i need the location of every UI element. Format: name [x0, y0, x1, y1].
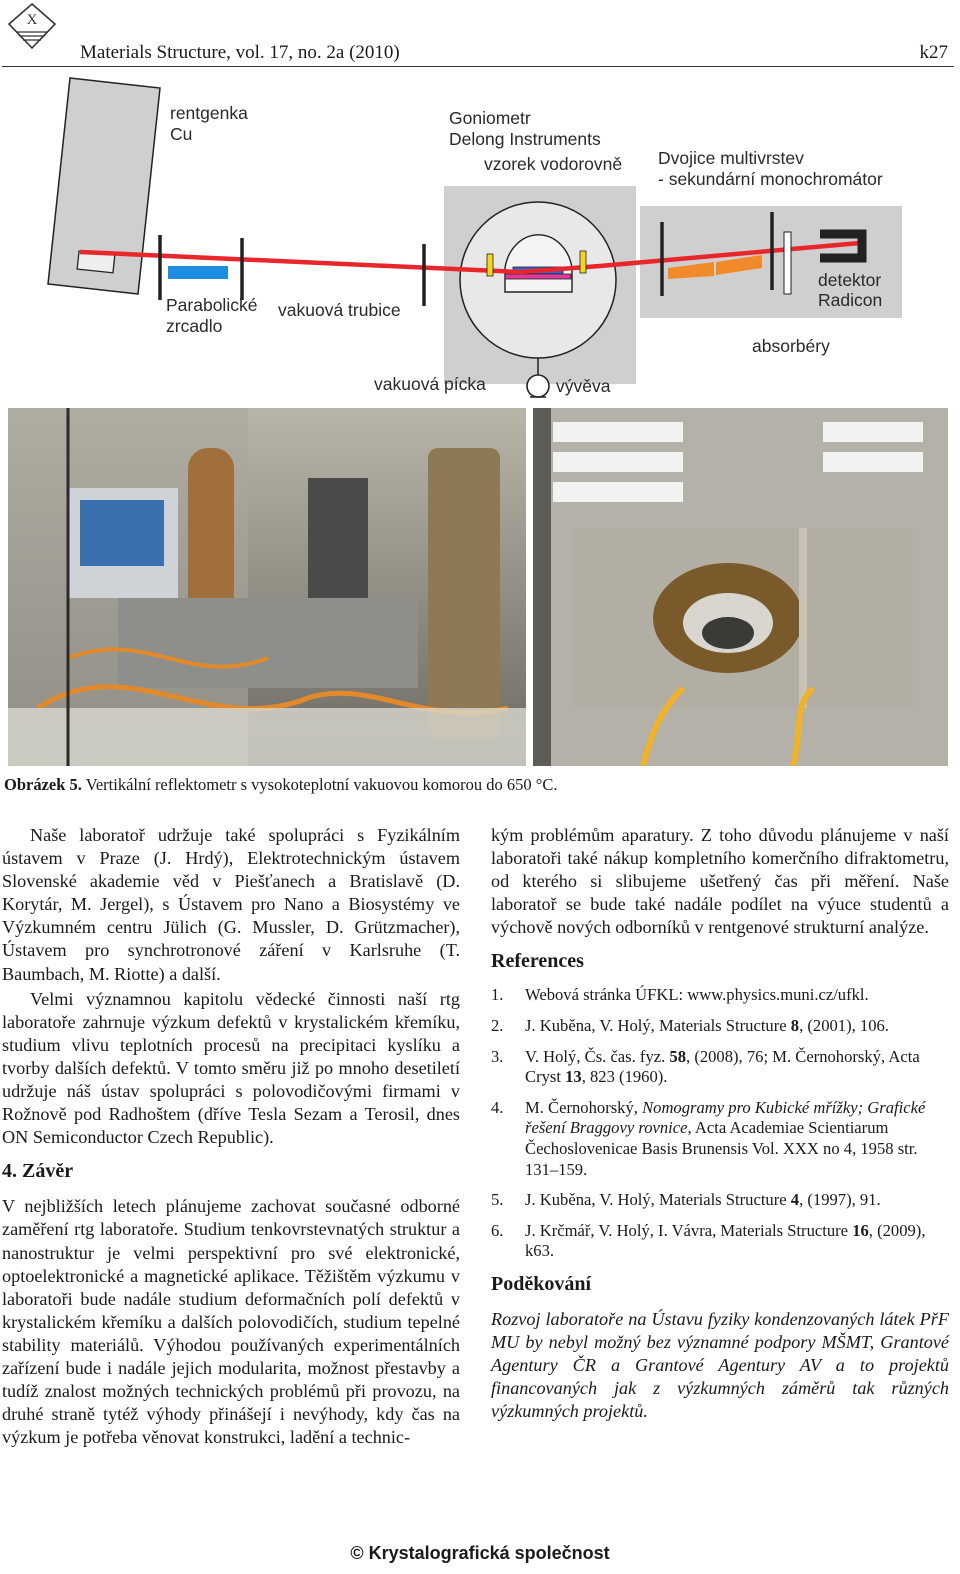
label-tube: rentgenka [170, 103, 248, 123]
references-list [491, 985, 949, 1262]
right-column [491, 824, 949, 1423]
label-goniometer-maker: Delong Instruments [449, 129, 601, 149]
label-tube-anode: Cu [170, 124, 193, 144]
label-mirror-1: Parabolické [166, 295, 258, 315]
lab-photo-left [8, 408, 526, 766]
paragraph-continuation: kým problémům aparatury. Z toho důvodu plánujeme v naší laboratoři také nákup kompletního komerčního difraktometru, od kterého si slibujeme ušetřený čas při měření. Naše laboratoř se bude také nadále podílet na výuce studentů a výchově nových odborníků v rentgenové strukturní analýze. [491, 825, 949, 938]
pump-icon [527, 375, 549, 397]
reference-item: 4. M. Černohorský, Nomogramy pro Kubické mřížky; Grafické řešení Braggovy rovnice, Acta Academiae Scientiarum Čechoslovenicae Basis Brunensis Vol. XXX no 4, 1958 str. 131–159. [491, 1097, 926, 1179]
reference-item: 2. J. Kuběna, V. Holý, Materials Structure 8, (2001), 106. [491, 1016, 889, 1036]
exit-window [580, 251, 586, 273]
label-goniometer: Goniometr [449, 108, 531, 128]
parabolic-mirror [168, 266, 228, 279]
references-title: References [491, 950, 584, 973]
footer-copyright: © Krystalografická společnost [350, 1543, 610, 1563]
paragraph-conclusion: V nejbližších letech plánujeme zachovat současné odborné zaměření rtg laboratoře. Studium tenkovrstevnatých struktur a nanostruktur je velmi perspektivní pro své elektronické, optoelektronické a magnetické aplikace. Těžištěm výzkumu v laboratoři bude nadále studium deformačních polí defektů v krystalickém křemíku a dalších polovodičích, studium tepelné stability materiálů. Výhodou používaných experimentálních zařízení bude i nadále jejich modularita, možnost přestavby a tudíž znalost možných technických problémů při provozu, na druhé straně tytéž výhody přinášejí i nevýhody, kdy čas na výzkum je potřeba věnovat konstrukci, ladění a technic- [2, 1196, 460, 1448]
page-number: k27 [919, 42, 948, 63]
label-detector-model: Radicon [818, 290, 883, 310]
lab-photo-right [533, 408, 948, 766]
paragraph-collaboration: Naše laboratoř udržuje také spolupráci s Fyzikálním ústavem v Praze (J. Hrdý), Elektrotechnickým ústavem Slovenské akademie věd v Piešťanech a Bratislavě (D. Korytár, M. Jergel), s Ústavem pro Nano a Biosystémy ve Výzkumném centru Jülich (G. Mussler, D. Grützmacher), Ústavem pro synchrotronové záření v Karlsruhe (T. Baumbach, M. Riotte) a další. [2, 825, 460, 984]
acknowledgement-text: Rozvoj laboratoře na Ústavu fyziky kondenzovaných látek PřF MU by nebyl možný bez významné podpory MŠMT, Grantové Agentury ČR a Grantové Agentury AV a to projektů financovaných jak z výzkumných záměrů tak různých výzkumných projektů. [491, 1309, 949, 1422]
section-conclusion-title: 4. Závěr [2, 1160, 74, 1183]
reference-item: 6. J. Krčmář, V. Holý, I. Vávra, Materials Structure 16, (2009), k63. [491, 1220, 926, 1261]
left-column [2, 824, 460, 1449]
label-mirror-2: zrcadlo [166, 316, 223, 336]
header-rule [2, 66, 954, 67]
absorber [784, 232, 791, 294]
label-detector: detektor [818, 270, 882, 290]
acknowledgement-title: Poděkování [491, 1273, 592, 1295]
reference-item: 5. J. Kuběna, V. Holý, Materials Structure 4, (1997), 91. [491, 1190, 881, 1210]
paragraph-silicon-research: Velmi významnou kapitolu vědecké činnosti naší rtg laboratoře zahrnuje výzkum defektů v krystalickém křemíku, studium vlivu teplotních procesů na precipitaci kyslíku a tvorby dalších defektů. V tomto směru již po mnoho desetiletí udržuje náš ústav spolupráci s polovodičovými firmami v Rožnově pod Radhoštem (dříve Tesla Sezam a Terosil, dnes ON Semiconductor Czech Republic). [2, 988, 460, 1148]
label-monochromator: - sekundární monochromátor [658, 169, 883, 189]
label-absorbers: absorbéry [752, 336, 830, 356]
figure-caption [4, 775, 558, 795]
label-vacuum-tube: vakuová trubice [278, 300, 401, 320]
label-multilayers: Dvojice multivrstev [658, 148, 804, 168]
reflectometer-schematic [0, 70, 960, 405]
logo-letter: X [26, 12, 38, 28]
sample-holder [505, 274, 571, 279]
label-sample: vzorek vodorovně [484, 154, 623, 174]
reference-item: 3. V. Holý, Čs. čas. fyz. 58, (2008), 76; M. Černohorský, Acta Cryst 13, 823 (1960). [491, 1046, 920, 1087]
label-pump: vývěva [556, 376, 611, 396]
label-vacuum-chamber: vakuová pícka [374, 374, 486, 394]
reference-item: 1. Webová stránka ÚFKL: www.physics.muni.cz/ufkl. [491, 985, 869, 1005]
society-logo [6, 2, 58, 54]
entrance-window [487, 254, 493, 276]
caption-label: Obrázek 5. [4, 775, 82, 794]
journal-title: Materials Structure, vol. 17, no. 2a (2010) [80, 42, 400, 63]
caption-text: Vertikální reflektometr s vysokoteplotní vakuovou komorou do 650 °C. [85, 775, 558, 794]
